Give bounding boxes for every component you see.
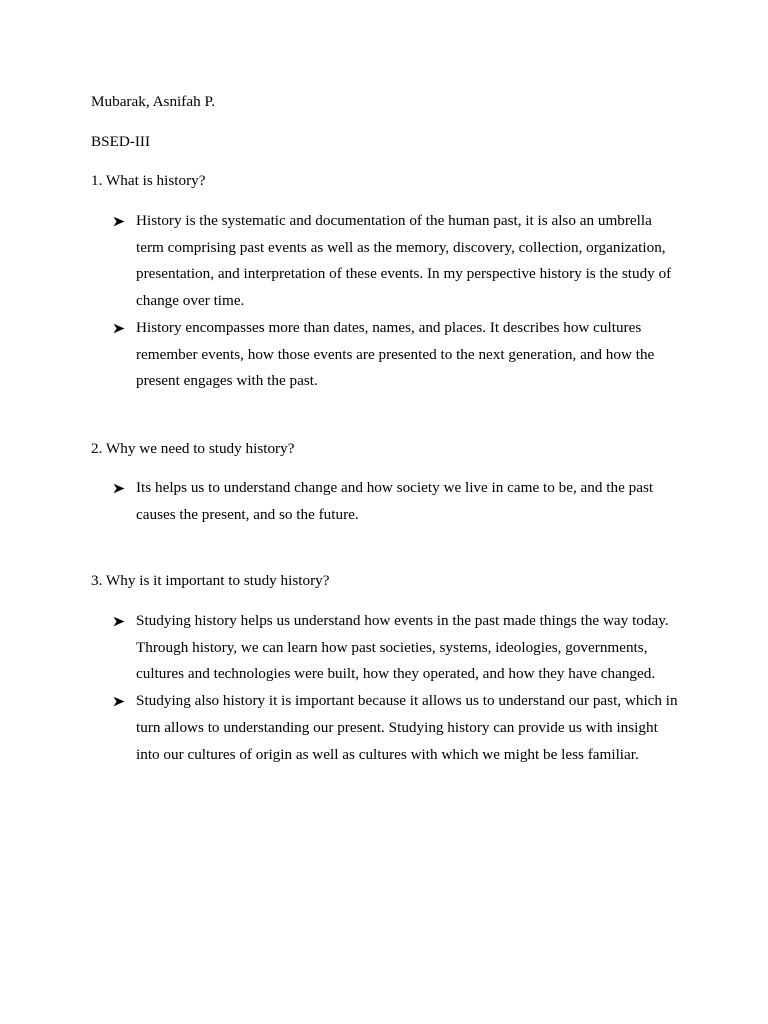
question-3-heading: 3. Why is it important to study history? xyxy=(91,572,330,589)
list-item xyxy=(0,315,768,395)
list-item xyxy=(0,208,768,315)
question-2-answers xyxy=(0,475,768,528)
class-section: BSED-III xyxy=(91,133,151,150)
arrowhead-bullet-icon xyxy=(113,688,127,715)
answer-text: Its helps us to understand change and how society we live in came to be, and the past causes the present, and so the future. xyxy=(136,479,654,523)
arrowhead-bullet-icon xyxy=(113,475,127,502)
answer-text: Studying also history it is important because it allows us to understand our past, which in turn allows to understanding our present. Studying history can provide us with insight into our cultures of origin as well as cultures with which we might be less familiar. xyxy=(136,692,678,763)
answer-text: Studying history helps us understand how events in the past made things the way today. Through history, we can learn how past societies, systems, ideologies, governments, cultures and technologies were built, how they operated, and how they have changed. xyxy=(136,612,669,683)
arrowhead-bullet-icon xyxy=(113,208,127,235)
arrowhead-bullet-icon xyxy=(113,315,127,342)
question-1-answers xyxy=(0,208,768,395)
question-1-heading: 1. What is history? xyxy=(91,172,206,189)
list-item xyxy=(0,475,768,528)
question-3-answers xyxy=(0,608,768,768)
author-name: Mubarak, Asnifah P. xyxy=(91,93,216,110)
list-item xyxy=(0,608,768,688)
answer-text: History is the systematic and documentation of the human past, it is also an umbrella term comprising past events as well as the memory, discovery, collection, organization, presentation, and interpretation of these events. In my perspective history is the study of change over time. xyxy=(136,212,672,310)
list-item xyxy=(0,688,768,768)
arrowhead-bullet-icon xyxy=(113,608,127,635)
question-2-heading: 2. Why we need to study history? xyxy=(91,440,295,457)
answer-text: History encompasses more than dates, names, and places. It describes how cultures remember events, how those events are presented to the next generation, and how the present engages with the past. xyxy=(136,318,655,390)
